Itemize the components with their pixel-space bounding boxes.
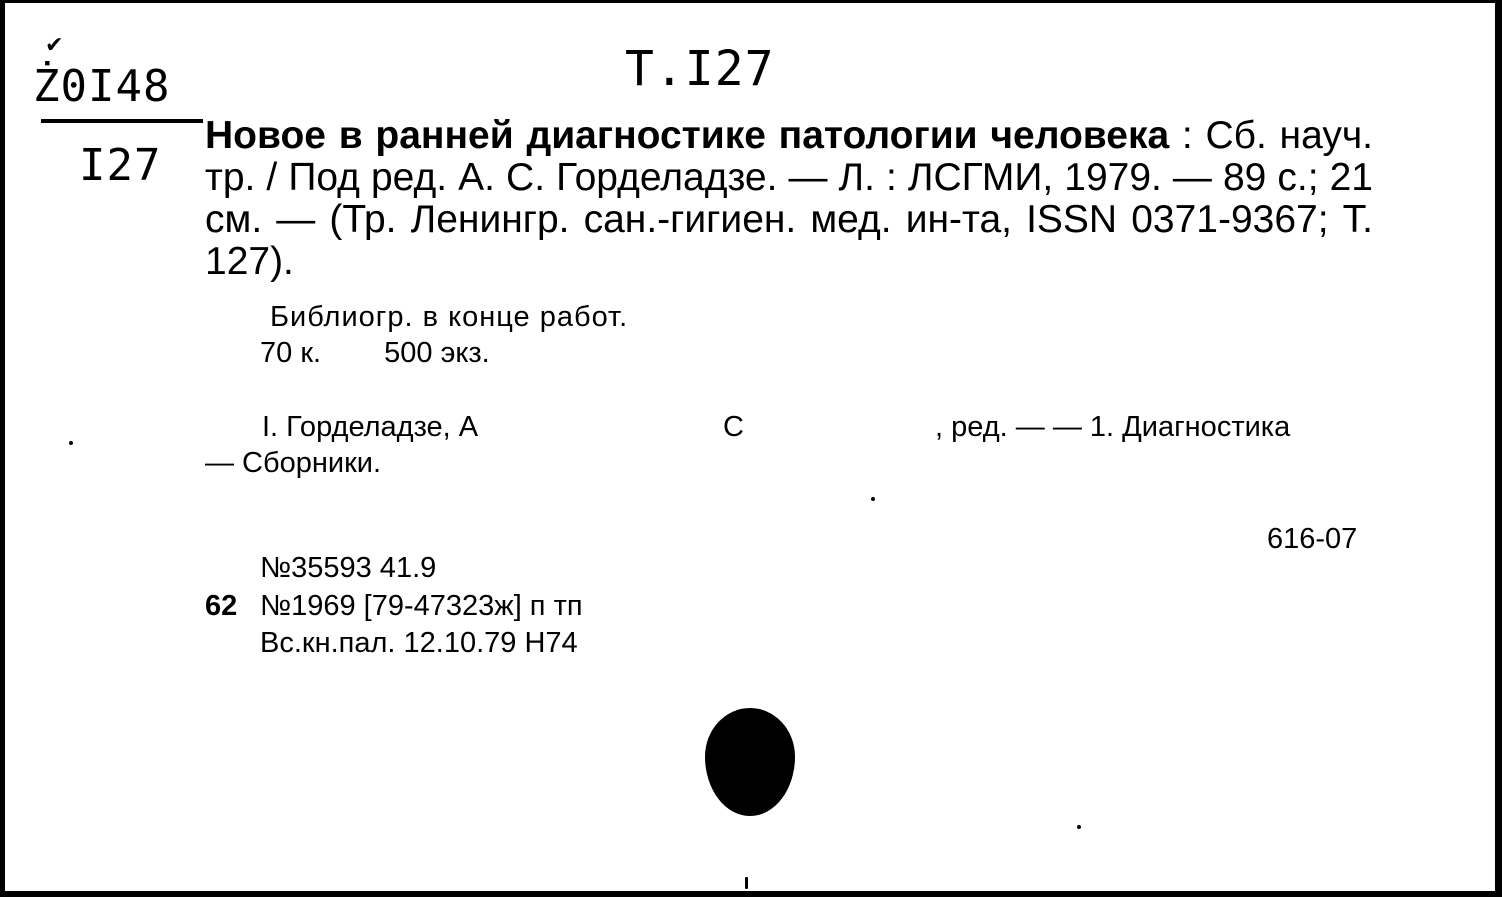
bibliographic-entry [205,115,1373,283]
registration-line-2: №1969 [79-47323ж] п тп [260,590,583,622]
registration-line-3: Вс.кн.пал. 12.10.79 Н74 [260,627,578,659]
tracing-initial: С [723,411,744,443]
tracing-subject-cont: — Сборники. [205,447,382,479]
speck [871,497,875,501]
speck [1077,825,1081,829]
registration-line-2-prefix: 62 [205,590,238,622]
entry-description: : Сб. науч. тр. / Под ред. А. С. Горделадзе. — Л. : ЛСГМИ, 1979. — 89 с.; 21 см. — (Тр. Ленингр. сан.-гигиен. мед. ин-та, ISSN 0371-9367; Т. 127). [205,114,1373,283]
check-mark: ✔ [45,33,64,58]
price: 70 к. [260,337,322,369]
punch-hole [705,708,795,816]
price-line [260,337,490,370]
volume-number-top: T.I27 [625,41,775,97]
bibliography-note: Библиогр. в конце работ. [270,301,629,333]
udc-code: 616-07 [1267,523,1358,555]
print-run: 500 экз. [384,337,490,369]
volume-number-left: I27 [79,140,162,191]
shelf-code-underline [41,119,203,123]
tracing-author: I. Горделадзе, А [262,411,479,443]
registration-line-1: №35593 41.9 [260,552,437,584]
tracing-subject: , ред. — — 1. Диагностика [935,411,1291,443]
shelf-code: Ż0I48 [33,61,171,112]
speck [69,441,73,445]
entry-title: Новое в ранней диагностике патологии человека [205,114,1170,157]
speck [745,877,748,889]
